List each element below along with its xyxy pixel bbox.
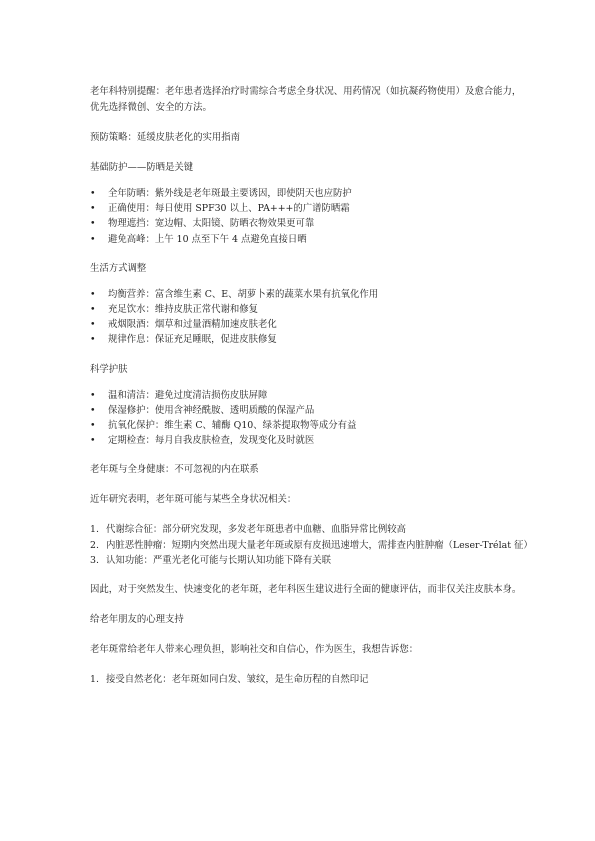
list-item-text: 保湿修护：使用含神经酰胺、透明质酸的保湿产品 [108,404,315,416]
intro-note: 老年科特别提醒：老年患者选择治疗时需综合考虑全身状况、用药情况（如抗凝药物使用）及愈合能力，优先选择微创、安全的方法。 [90,86,522,113]
list-item [90,232,530,247]
bullet-icon: • [90,218,96,230]
list-item-text: 抗氧化保护：维生素 C、辅酶 Q10、绿茶提取物等成分有益 [108,420,357,432]
health-section-title: 老年斑与全身健康：不可忽视的内在联系 [90,464,259,476]
skincare-list [90,388,530,449]
psych-section-title: 给老年朋友的心理支持 [90,614,184,626]
list-item-text: 正确使用：每日使用 SPF30 以上、PA+++的广谱防晒霜 [108,203,350,215]
numbered-item [90,538,533,553]
list-item-text: 物理遮挡：宽边帽、太阳镜、防晒衣物效果更可靠 [108,218,315,230]
sun-protection-list [90,186,530,247]
list-item-text: 规律作息：保证充足睡眠，促进皮肤修复 [108,334,277,346]
lifestyle-heading: 生活方式调整 [90,262,147,274]
list-item [90,332,530,347]
bullet-icon: • [90,288,96,300]
list-item-text: 避免高峰：上午 10 点至下午 4 点避免直接日晒 [108,233,307,245]
skincare-heading: 科学护肤 [90,363,128,375]
list-item [90,433,530,448]
item-number: 3. [90,554,99,566]
list-item [90,418,530,433]
numbered-item [90,522,530,537]
bullet-icon: • [90,304,96,316]
item-text: 接受自然老化：老年斑如同白发、皱纹，是生命历程的自然印记 [106,674,369,686]
list-item-text: 均衡营养：富含维生素 C、E、胡萝卜素的蔬菜水果有抗氧化作用 [108,288,379,300]
psych-lead: 老年斑常给老年人带来心理负担，影响社交和自信心，作为医生，我想告诉您： [90,644,419,656]
bullet-icon: • [90,203,96,215]
bullet-icon: • [90,334,96,346]
bullet-icon: • [90,319,96,331]
list-item [90,201,530,216]
prevention-title: 预防策略：延缓皮肤老化的实用指南 [90,132,241,143]
list-item-text: 戒烟限酒：烟草和过量酒精加速皮肤老化 [108,319,277,331]
item-number: 2. [90,539,99,551]
item-text: 内脏恶性肿瘤：短期内突然出现大量老年斑或原有皮损迅速增大，需排查内脏肿瘤（Leser-Trélat 征） [106,539,533,551]
list-item [90,317,530,332]
bullet-icon: • [90,233,96,245]
bullet-icon: • [90,188,96,199]
list-item-text: 全年防晒：紫外线是老年斑最主要诱因，即使阴天也应防护 [108,188,352,199]
list-item-text: 充足饮水：维持皮肤正常代谢和修复 [108,304,259,316]
item-text: 代谢综合征：部分研究发现，多发老年斑患者中血糖、血脂异常比例较高 [106,524,407,536]
bullet-icon: • [90,420,96,432]
list-item [90,287,530,302]
health-list [90,522,533,568]
lifestyle-list [90,287,530,348]
list-item [90,403,530,418]
bullet-icon: • [90,389,96,401]
bullet-icon: • [90,404,96,416]
health-conclusion: 因此，对于突然发生、快速变化的老年斑，老年科医生建议进行全面的健康评估，而非仅关注皮肤本身。 [90,584,522,596]
item-number: 1. [90,674,99,686]
item-text: 认知功能：严重光老化可能与长期认知功能下降有关联 [106,554,332,566]
health-lead: 近年研究表明，老年斑可能与某些全身状况相关： [90,494,297,506]
list-item-text: 定期检查：每月自我皮肤检查，发现变化及时就医 [108,435,315,447]
list-item [90,388,530,403]
psych-list [90,672,530,687]
bullet-icon: • [90,435,96,447]
document-body [90,84,533,687]
sun-protection-heading: 基础防护——防晒是关键 [90,162,194,173]
numbered-item [90,553,530,568]
numbered-item [90,672,530,687]
item-number: 1. [90,524,99,536]
list-item [90,302,530,317]
list-item [90,216,530,231]
list-item [90,186,530,201]
list-item-text: 温和清洁：避免过度清洁损伤皮肤屏障 [108,389,268,401]
